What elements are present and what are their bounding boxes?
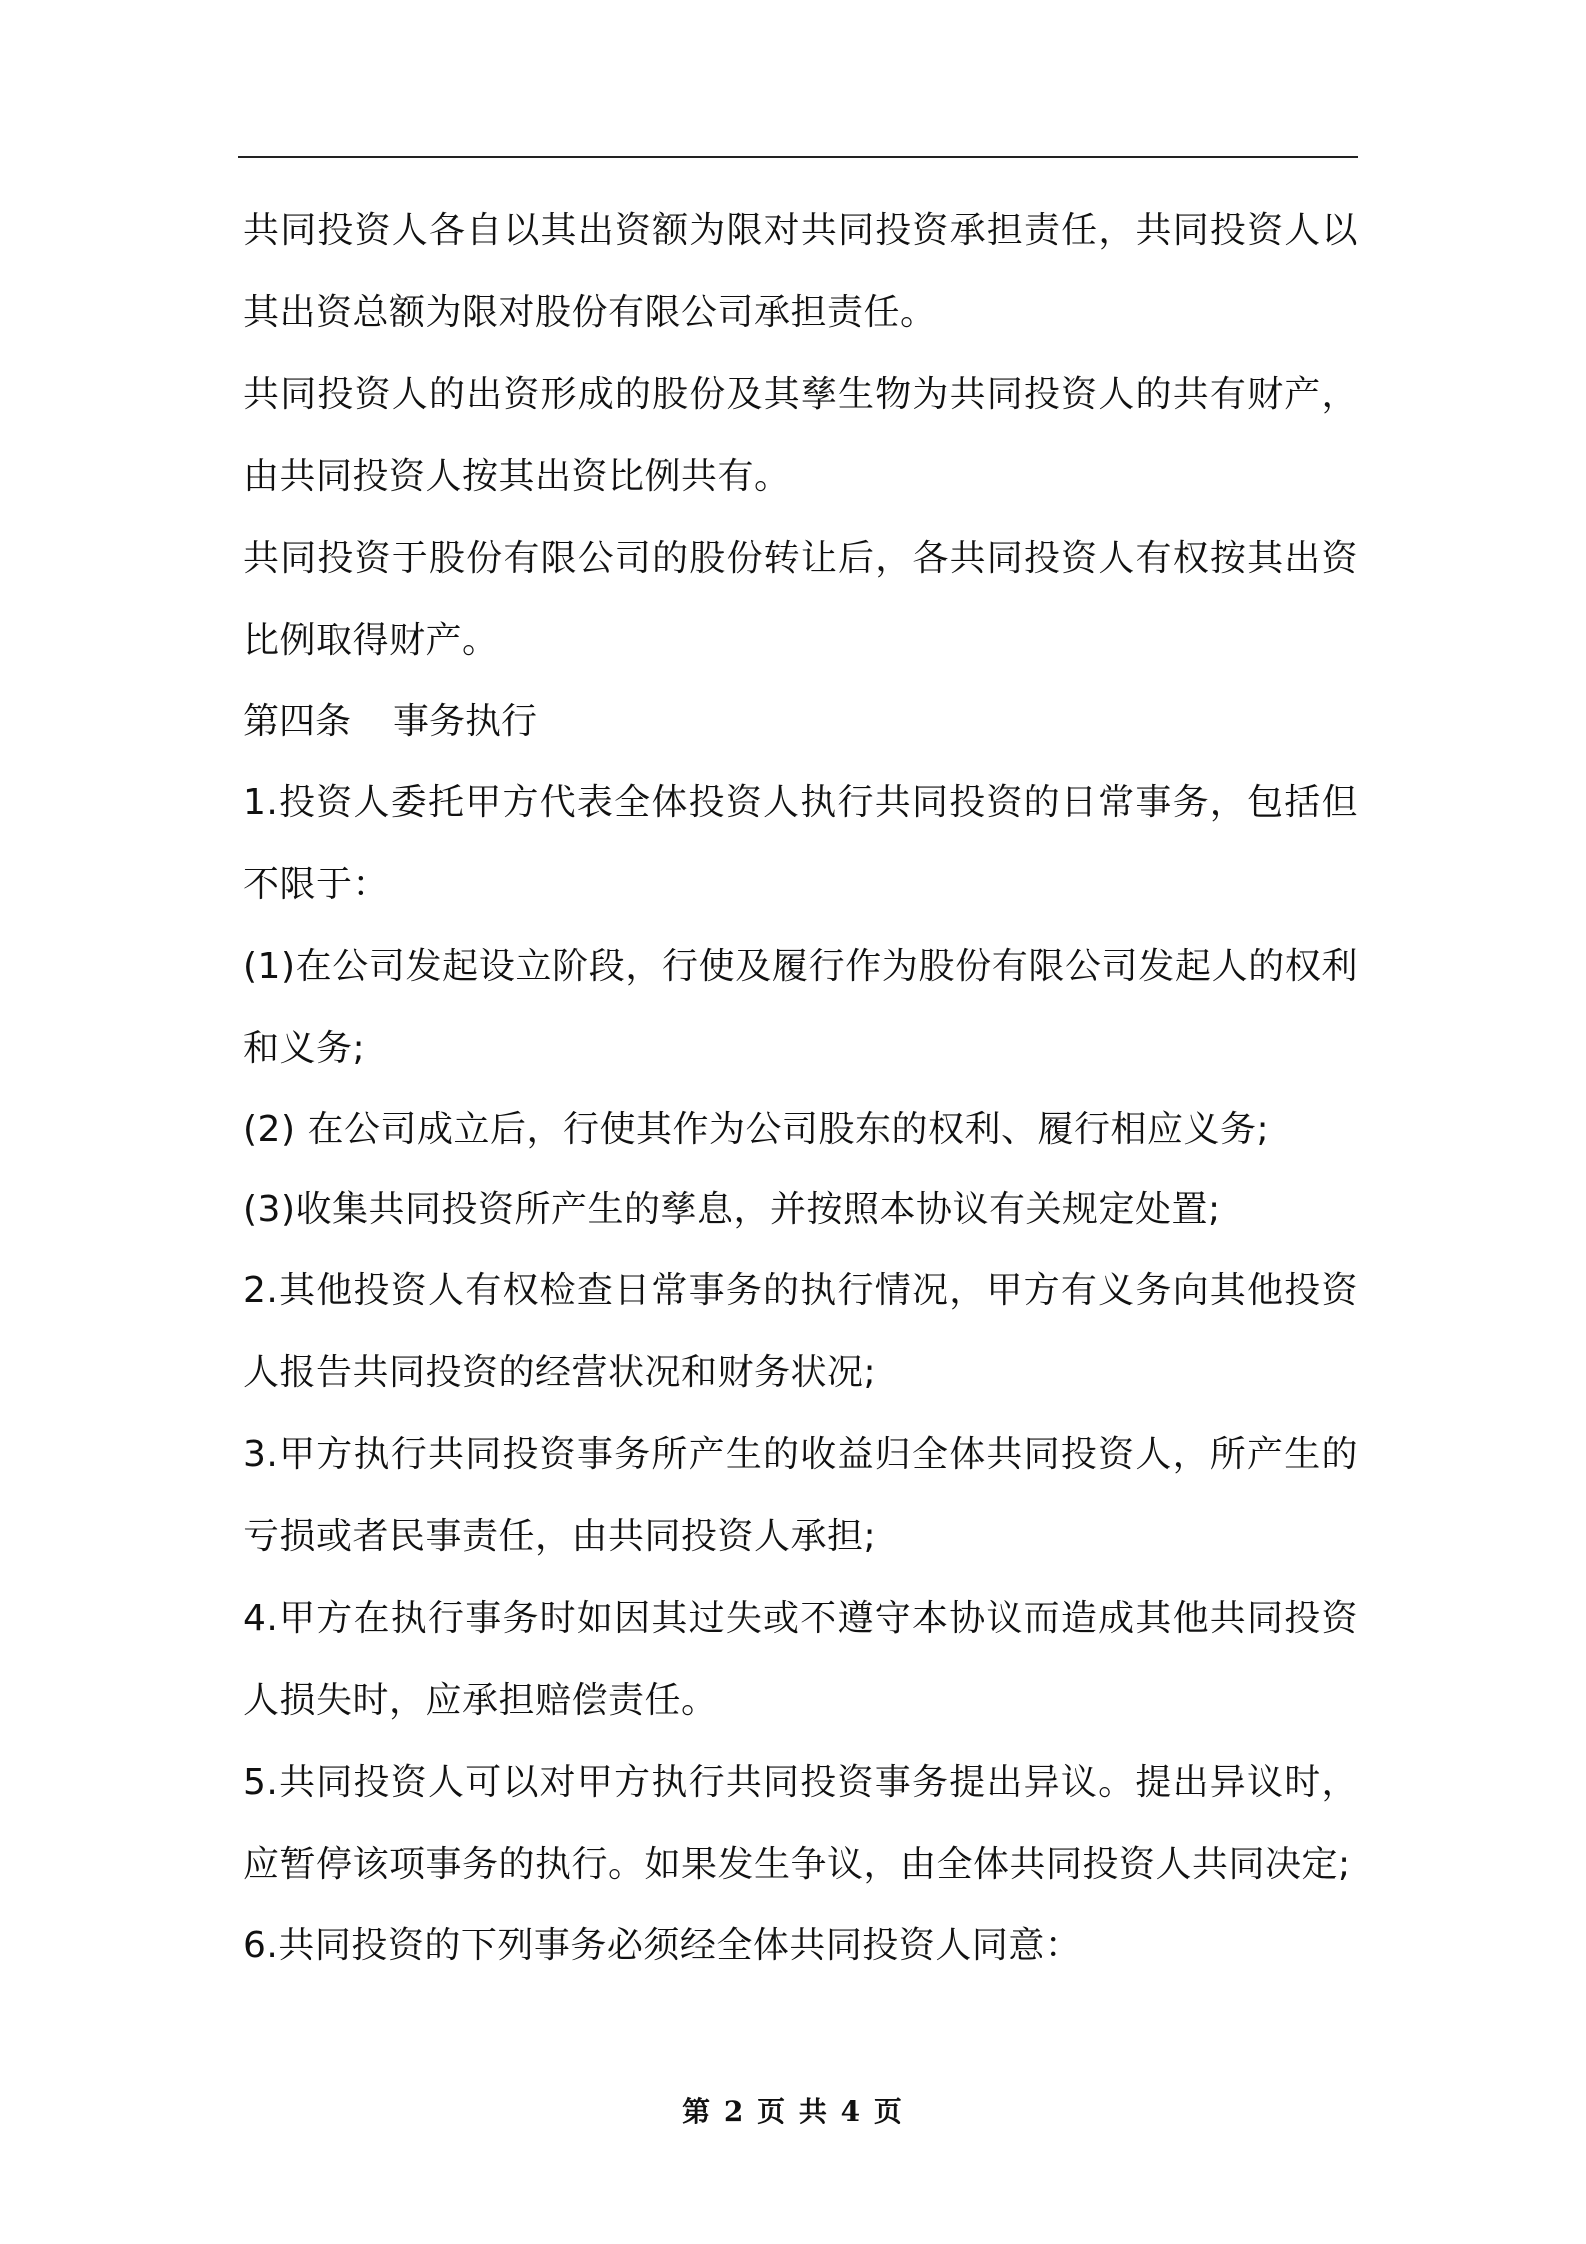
- article-title: 事务执行: [393, 701, 538, 742]
- item-3: 3.甲方执行共同投资事务所产生的收益归全体共同投资人，所产生的亏损或者民事责任，由共同投资人承担;: [243, 1434, 1358, 1557]
- item-1: 1.投资人委托甲方代表全体投资人执行共同投资的日常事务，包括但不限于：: [243, 782, 1358, 905]
- item-5: 5.共同投资人可以对甲方执行共同投资事务提出异议。提出异议时，应暂停该项事务的执行。如果发生争议，由全体共同投资人共同决定;: [243, 1762, 1358, 1885]
- document-body: [243, 190, 1358, 1986]
- item-4: 4.甲方在执行事务时如因其过失或不遵守本协议而造成其他共同投资人损失时，应承担赔偿责任。: [243, 1598, 1358, 1721]
- item-1-sub-2: (2) 在公司成立后，行使其作为公司股东的权利、履行相应义务;: [243, 1109, 1270, 1150]
- paragraph-joint-property: 共同投资人的出资形成的股份及其孳生物为共同投资人的共有财产，由共同投资人按其出资比例共有。: [243, 374, 1358, 497]
- page-number: 第 2 页 共 4 页: [682, 2095, 904, 2128]
- item-6: 6.共同投资的下列事务必须经全体共同投资人同意：: [243, 1925, 1082, 1966]
- item-1-sub-3: (3)收集共同投资所产生的孳息，并按照本协议有关规定处置;: [243, 1189, 1221, 1230]
- item-2: 2.其他投资人有权检查日常事务的执行情况，甲方有义务向其他投资人报告共同投资的经营状况和财务状况;: [243, 1270, 1358, 1393]
- paragraph-share-transfer: 共同投资于股份有限公司的股份转让后，各共同投资人有权按其出资比例取得财产。: [243, 538, 1358, 661]
- header-divider: [238, 156, 1358, 158]
- article-heading: [243, 682, 1358, 762]
- article-number: 第四条: [243, 701, 352, 742]
- paragraph-liability: 共同投资人各自以其出资额为限对共同投资承担责任，共同投资人以其出资总额为限对股份有限公司承担责任。: [243, 210, 1358, 333]
- item-1-sub-1: (1)在公司发起设立阶段，行使及履行作为股份有限公司发起人的权利和义务;: [243, 946, 1358, 1069]
